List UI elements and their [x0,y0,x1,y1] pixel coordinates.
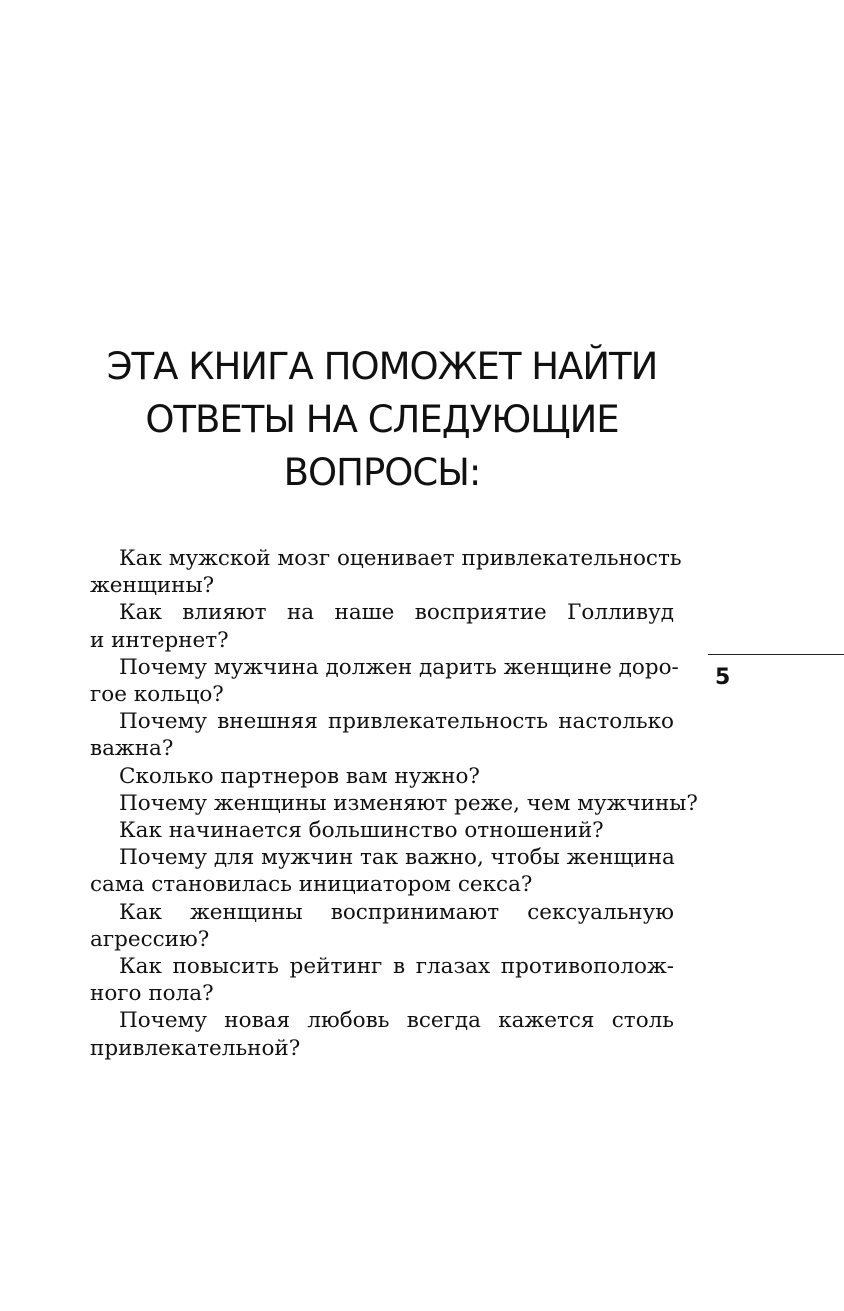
question [90,763,674,790]
question-list [90,545,698,1062]
question [90,899,674,953]
heading-line: ВОПРОСЫ: [283,451,481,494]
question [90,953,674,1007]
question-line: Почему женщины изменяют реже, чем мужчины? [119,790,698,816]
question-line: Как мужской мозг оценивает привлекательность [119,546,682,571]
question-line: сама становилась инициатором секса? [90,872,533,898]
question-line: Почему внешняя привлекательность настолько [119,709,674,735]
question [90,790,698,817]
question [90,545,682,599]
question-line: Как начинается большинство отношений? [119,818,604,844]
question [90,654,679,708]
page-number: 5 [715,665,731,690]
question-line: Как влияют на наше восприятие Голливуд [119,600,674,626]
page-number-rule [708,654,844,655]
question [90,844,674,898]
question-line: ного пола? [90,981,214,1007]
heading-line: ЭТА КНИГА ПОМОЖЕТ НАЙТИ [106,345,658,388]
question [90,1007,674,1061]
question-line: и интернет? [90,627,229,653]
question [90,817,674,844]
question-line: важна? [90,736,174,762]
question [90,708,674,762]
question-line: агрессию? [90,926,210,952]
section-heading [90,340,674,499]
question-line: Сколько партнеров вам нужно? [119,763,480,789]
question-line: гое кольцо? [90,682,224,708]
question-line: Как женщины воспринимают сексуальную [119,899,674,925]
question-line: привлекательной? [90,1035,301,1061]
heading-line: ОТВЕТЫ НА СЛЕДУЮЩИЕ [145,398,619,441]
question [90,599,674,653]
question-line: Почему для мужчин так важно, чтобы женщина [119,845,675,871]
question-line: Почему новая любовь всегда кажется столь [119,1008,674,1034]
question-line: Как повысить рейтинг в глазах противополож- [119,954,674,980]
question-line: Почему мужчина должен дарить женщине доро- [119,654,679,680]
question-line: женщины? [90,573,215,599]
